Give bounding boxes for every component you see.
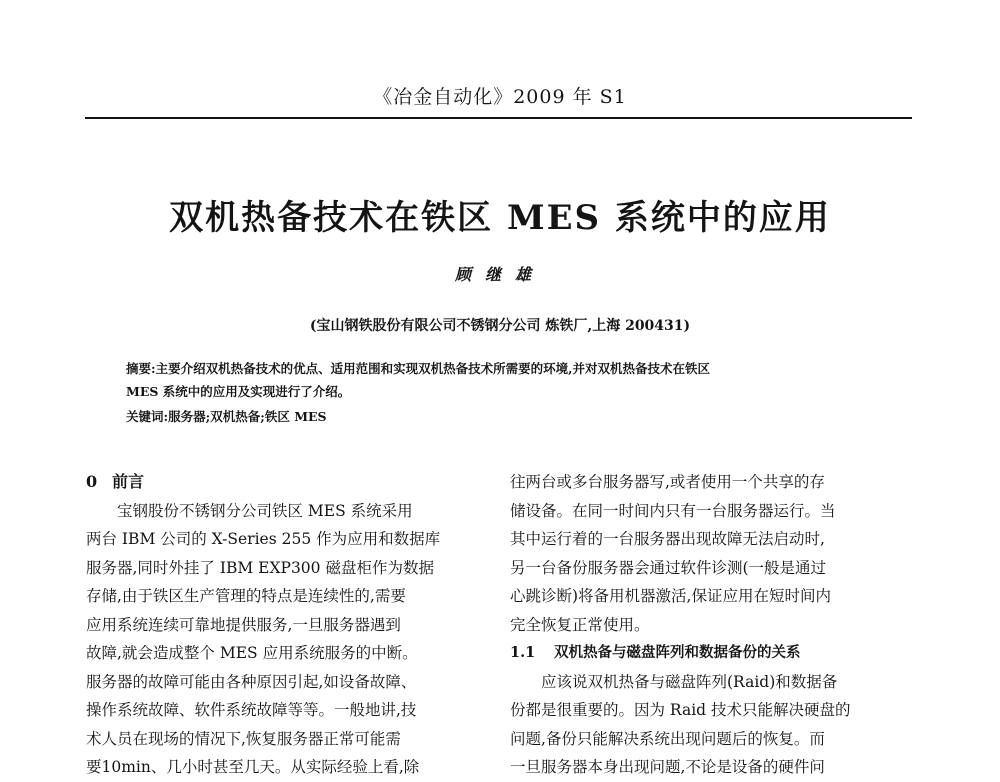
subsection-title: 双机热备与磁盘阵列和数据备份的关系	[554, 644, 801, 661]
body-line: 另一台备份服务器会通过软件诊测(一般是通过	[510, 558, 827, 577]
body-line: 要10min、几小时甚至几天。从实际经验上看,除	[86, 758, 420, 776]
paper-author: 顾继雄	[454, 265, 545, 284]
body-line: 应该说双机热备与磁盘阵列(Raid)和数据备	[541, 672, 838, 691]
section-title: 前言	[112, 472, 145, 491]
paper-affiliation: (宝山钢铁股份有限公司不锈钢分公司 炼铁厂,上海 200431)	[309, 318, 691, 334]
section-number: 0	[86, 472, 98, 491]
body-line: 一旦服务器本身出现问题,不论是设备的硬件问	[510, 758, 825, 776]
body-line: 储设备。在同一时间内只有一台服务器运行。当	[510, 501, 836, 520]
body-line: 应用系统连续可靠地提供服务,一旦服务器遇到	[86, 615, 401, 634]
body-line: 宝钢股份不锈钢分公司铁区 MES 系统采用	[117, 501, 413, 520]
right-column	[510, 468, 903, 782]
subsection-heading	[510, 639, 903, 668]
body-line: 操作系统故障、软件系统故障等等。一般地讲,技	[86, 701, 417, 719]
body-line: 完全恢复正常使用。	[510, 615, 650, 634]
body-line: 其中运行着的一台服务器出现故障无法启动时,	[510, 530, 825, 548]
body-line: 两台 IBM 公司的 X-Series 255 作为应用和数据库	[86, 530, 441, 548]
section-heading	[86, 468, 479, 497]
keywords: 关键词:服务器;双机热备;铁区 MES	[126, 409, 327, 424]
left-column	[86, 468, 479, 782]
body-line: 心跳诊断)将备用机器激活,保证应用在短时间内	[510, 587, 831, 605]
journal-header: 《冶金自动化》2009 年 S1	[373, 86, 627, 108]
body-line: 术人员在现场的情况下,恢复服务器正常可能需	[86, 729, 401, 748]
header-rule	[85, 117, 912, 119]
paper-title: 双机热备技术在铁区 MES 系统中的应用	[169, 198, 831, 238]
abstract	[126, 357, 886, 428]
subsection-number: 1.1	[510, 644, 536, 661]
abstract-line: 摘要:主要介绍双机热备技术的优点、适用范围和实现双机热备技术所需要的环境,并对双机热备技术在铁区	[126, 361, 710, 376]
abstract-line: MES 系统中的应用及实现进行了介绍。	[126, 384, 351, 399]
body-line: 份都是很重要的。因为 Raid 技术只能解决硬盘的	[510, 701, 851, 719]
body-line: 问题,备份只能解决系统出现问题后的恢复。而	[510, 729, 825, 748]
body-line: 服务器,同时外挂了 IBM EXP300 磁盘柜作为数据	[86, 558, 434, 577]
body-line: 服务器的故障可能由各种原因引起,如设备故障、	[86, 672, 417, 691]
body-line: 故障,就会造成整个 MES 应用系统服务的中断。	[86, 644, 418, 662]
body-line: 往两台或多台服务器写,或者使用一个共享的存	[510, 473, 825, 491]
body-line: 存储,由于铁区生产管理的特点是连续性的,需要	[86, 587, 406, 605]
